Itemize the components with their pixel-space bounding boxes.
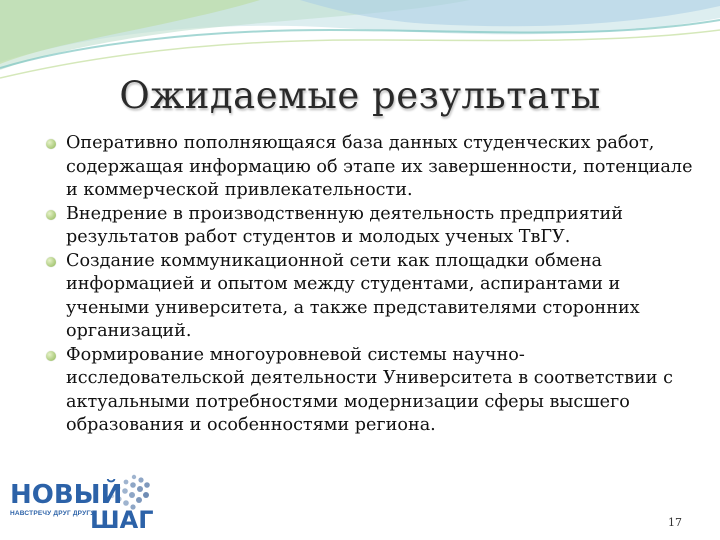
bullet-text: Создание коммуникационной сети как площадки обмена информацией и опытом между студентами, аспирантами и учеными университета, а также представителями сторонних организаций.: [66, 250, 640, 341]
bullet-text: Внедрение в производственную деятельность предприятий результатов работ студентов и молодых ученых ТвГУ.: [66, 203, 623, 247]
list-item: [44, 344, 694, 438]
bullet-text: Формирование многоуровневой системы научно-исследовательской деятельности Университета в соответствии с актуальными потребностями модернизации сферы высшего образования и особенностями региона.: [66, 344, 673, 435]
bullet-text: Оперативно пополняющаяся база данных студенческих работ, содержащая информацию об этапе их завершенности, потенциале и коммерческой привлекательности.: [66, 133, 693, 200]
page-number: 17: [668, 516, 682, 529]
bullet-list: [44, 132, 694, 438]
list-item: [44, 250, 694, 344]
bullet-dot-icon: [46, 257, 56, 267]
bullet-dot-icon: [46, 139, 56, 149]
logo-line1-text: НОВЫЙ: [10, 480, 123, 510]
novyi-shag-logo: [8, 470, 173, 536]
list-item: [44, 203, 694, 250]
bullet-dot-icon: [46, 351, 56, 361]
slide-title: Ожидаемые результаты: [119, 74, 601, 117]
bullet-dot-icon: [46, 210, 56, 220]
logo-tagline: НАВСТРЕЧУ ДРУГ ДРУГУ: [10, 510, 95, 517]
list-item: [44, 132, 694, 203]
logo-line2-text: ШАГ: [90, 506, 154, 534]
